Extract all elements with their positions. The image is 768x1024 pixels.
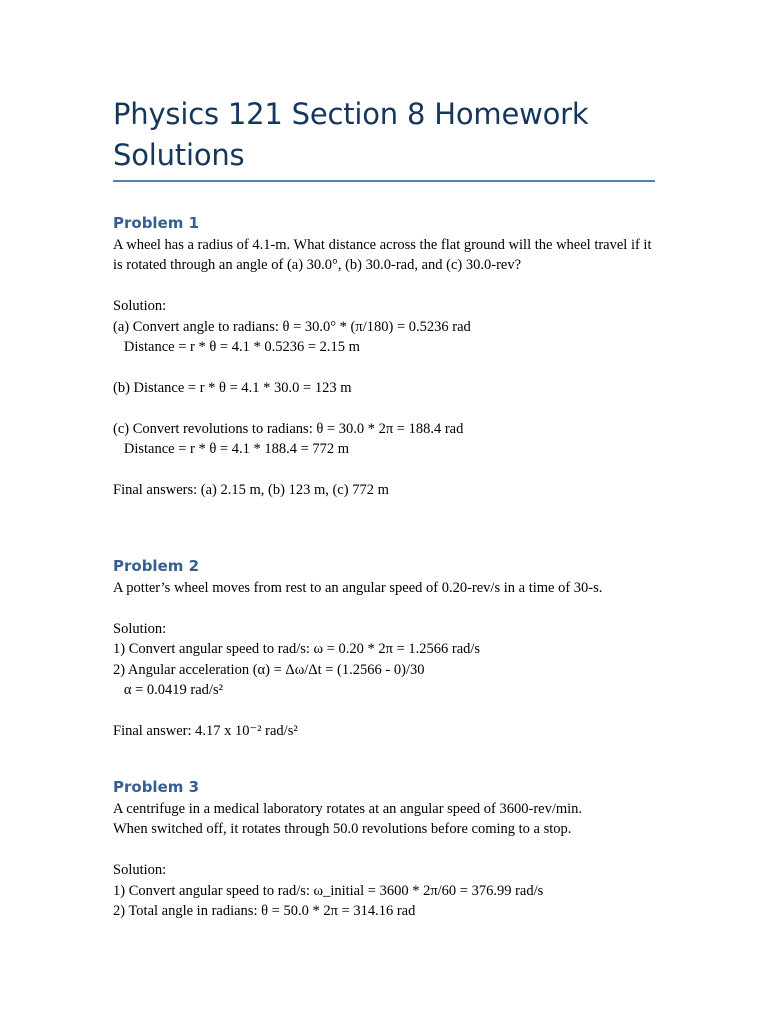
problem-heading: Problem 1 (113, 214, 200, 232)
text-line: (c) Convert revolutions to radians: θ = 30.0 * 2π = 188.4 rad (113, 420, 464, 437)
problem-body (113, 235, 673, 500)
text-line: Solution: (113, 862, 167, 879)
problem-section (113, 556, 673, 741)
text-line: Distance = r * θ = 4.1 * 0.5236 = 2.15 m (113, 339, 360, 356)
document-title: Physics 121 Section 8 Homework Solutions (113, 97, 589, 172)
problem-body (113, 799, 673, 921)
text-line: A centrifuge in a medical laboratory rotates at an angular speed of 3600-rev/min. (113, 801, 583, 817)
text-line: Solution: (113, 620, 167, 637)
text-line: 1) Convert angular speed to rad/s: ω_initial = 3600 * 2π/60 = 376.99 rad/s (113, 882, 544, 899)
problem-section (113, 213, 673, 500)
problem-body (113, 578, 673, 741)
text-line (113, 840, 673, 860)
text-line: When switched off, it rotates through 50.0 revolutions before coming to a stop. (113, 821, 572, 838)
text-line (113, 398, 673, 418)
text-line (113, 357, 673, 377)
text-line: A wheel has a radius of 4.1-m. What distance across the flat ground will the wheel travel if it (113, 237, 652, 253)
text-line: 2) Total angle in radians: θ = 50.0 * 2π = 314.16 rad (113, 903, 416, 920)
text-line (113, 276, 673, 296)
text-line: (b) Distance = r * θ = 4.1 * 30.0 = 123 m (113, 379, 352, 396)
problem-heading: Problem 2 (113, 557, 200, 575)
text-line: 2) Angular acceleration (α) = Δω/Δt = (1.2566 - 0)/30 (113, 661, 425, 678)
text-line: Solution: (113, 298, 167, 315)
text-line (113, 700, 673, 720)
text-line: Final answers: (a) 2.15 m, (b) 123 m, (c) 772 m (113, 481, 389, 498)
text-line (113, 598, 673, 618)
text-line: (a) Convert angle to radians: θ = 30.0° * (π/180) = 0.5236 rad (113, 318, 471, 335)
problem-section (113, 777, 673, 921)
text-line: 1) Convert angular speed to rad/s: ω = 0.20 * 2π = 1.2566 rad/s (113, 641, 481, 658)
text-line: A potter’s wheel moves from rest to an angular speed of 0.20-rev/s in a time of 30-s. (113, 580, 603, 596)
problem-heading: Problem 3 (113, 778, 200, 796)
text-line: is rotated through an angle of (a) 30.0°, (b) 30.0-rad, and (c) 30.0-rev? (113, 257, 522, 274)
title-underline (113, 180, 655, 182)
text-line: Final answer: 4.17 x 10⁻² rad/s² (113, 722, 298, 739)
text-line: Distance = r * θ = 4.1 * 188.4 = 772 m (113, 441, 350, 458)
text-line (113, 459, 673, 479)
text-line: α = 0.0419 rad/s² (113, 682, 223, 699)
